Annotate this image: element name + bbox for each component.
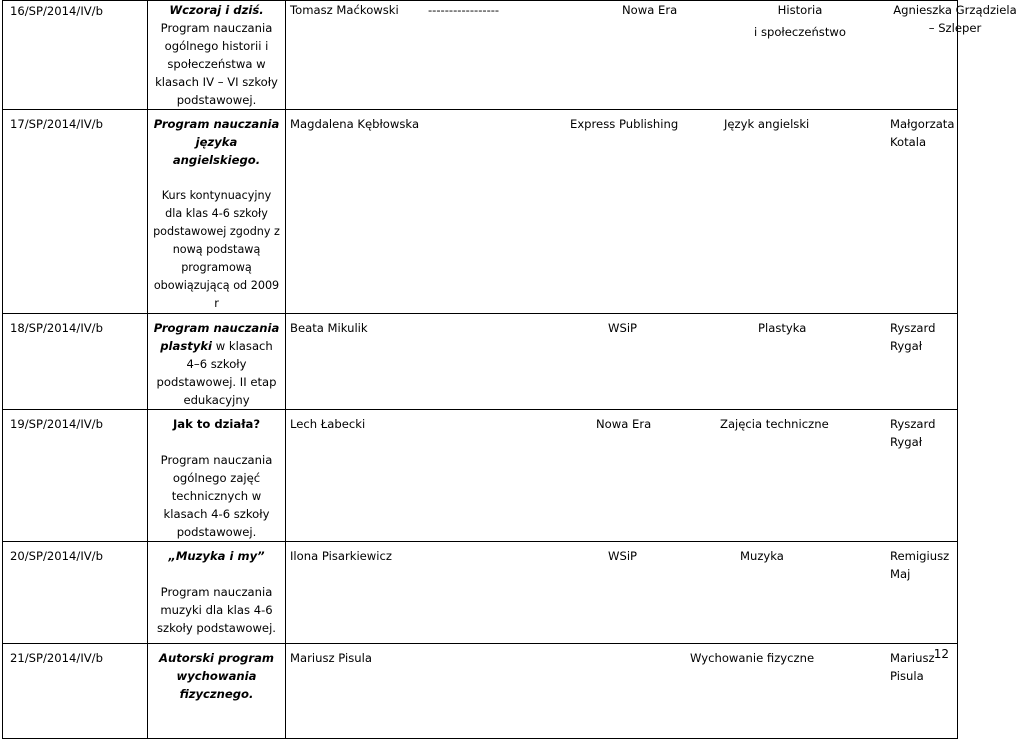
program-publisher: Nowa Era [596, 417, 652, 431]
table-row [3, 110, 958, 314]
programs-table [2, 0, 1017, 739]
table-row [3, 542, 958, 644]
program-details [286, 1, 1017, 110]
program-author: Ilona Pisarkiewicz [290, 549, 392, 563]
program-title: Autorski program wychowania fizycznego. [159, 651, 274, 701]
program-title: Program nauczania języka angielskiego. [153, 117, 280, 167]
program-title-cell [148, 410, 286, 542]
program-title-cell [148, 110, 286, 314]
table-row [3, 644, 958, 739]
program-details [286, 410, 958, 542]
program-details [286, 644, 958, 739]
program-description: Program nauczania muzyki dla klas 4-6 szkoły podstawowej. [157, 585, 276, 635]
program-number: 17/SP/2014/IV/b [3, 110, 148, 314]
program-publisher: Express Publishing [570, 117, 679, 131]
program-subject: Wychowanie fizyczne [690, 651, 815, 665]
program-description: Program nauczania ogólnego zajęć technicznych w klasach 4-6 szkoły podstawowej. [160, 453, 273, 539]
program-description: Kurs kontynuacyjny dla klas 4-6 szkoły podstawowej zgodny z nową podstawą programową obowiązującą od 2009 r [153, 189, 280, 310]
program-number: 16/SP/2014/IV/b [3, 1, 148, 110]
table-row [3, 410, 958, 542]
program-publisher: WSiP [608, 549, 638, 563]
program-details [286, 542, 958, 644]
table-row [3, 1, 958, 110]
table-row [3, 314, 958, 410]
program-submitted-by: Małgorzata Kotala [890, 117, 955, 149]
program-author: Lech Łabecki [290, 417, 366, 431]
program-number: 20/SP/2014/IV/b [3, 542, 148, 644]
program-submitted-by: Remigiusz Maj [890, 549, 950, 581]
program-subject: Plastyka [758, 321, 807, 335]
program-submitted-by: Mariusz Pisula [890, 651, 935, 683]
program-details [286, 110, 958, 314]
program-number: 21/SP/2014/IV/b [3, 644, 148, 739]
program-publisher: WSiP [608, 321, 638, 335]
program-title-cell [148, 314, 286, 410]
program-subject: Muzyka [740, 549, 784, 563]
program-title: Program nauczania plastyki [153, 321, 280, 353]
program-submitted-by: Ryszard Rygał [890, 321, 936, 353]
page-number: 12 [933, 647, 949, 661]
program-submitted-by: Ryszard Rygał [890, 417, 936, 449]
program-description: w klasach 4–6 szkoły podstawowej. II etap edukacyjny [156, 339, 277, 407]
program-author: Tomasz Maćkowski ----------------- [290, 3, 500, 17]
program-title-cell [148, 1, 286, 110]
program-author: Mariusz Pisula [290, 651, 372, 665]
program-details [286, 314, 958, 410]
program-author: Magdalena Kębłowska [290, 117, 420, 131]
program-title: Jak to działa? [172, 417, 261, 431]
program-author: Beata Mikulik [290, 321, 368, 335]
program-publisher: Nowa Era [622, 3, 678, 17]
program-subject: Język angielski [724, 117, 810, 131]
program-publisher-placeholder: ----------------- [428, 3, 500, 17]
program-title: Wczoraj i dziś. [169, 3, 264, 17]
program-subject: Zajęcia techniczne [720, 417, 829, 431]
program-title-cell [148, 542, 286, 644]
program-description: Program nauczania ogólnego historii i społeczeństwa w klasach IV – VI szkoły podstawowej. [155, 21, 278, 107]
program-number: 19/SP/2014/IV/b [3, 410, 148, 542]
program-title-cell [148, 644, 286, 739]
program-number: 18/SP/2014/IV/b [3, 314, 148, 410]
program-publisher [562, 649, 710, 685]
program-title: „Muzyka i my” [168, 549, 265, 563]
program-submitted-by: Agnieszka Grządziela – Szleper [893, 3, 1017, 35]
program-subject: Historia i społeczeństwo [754, 3, 846, 39]
